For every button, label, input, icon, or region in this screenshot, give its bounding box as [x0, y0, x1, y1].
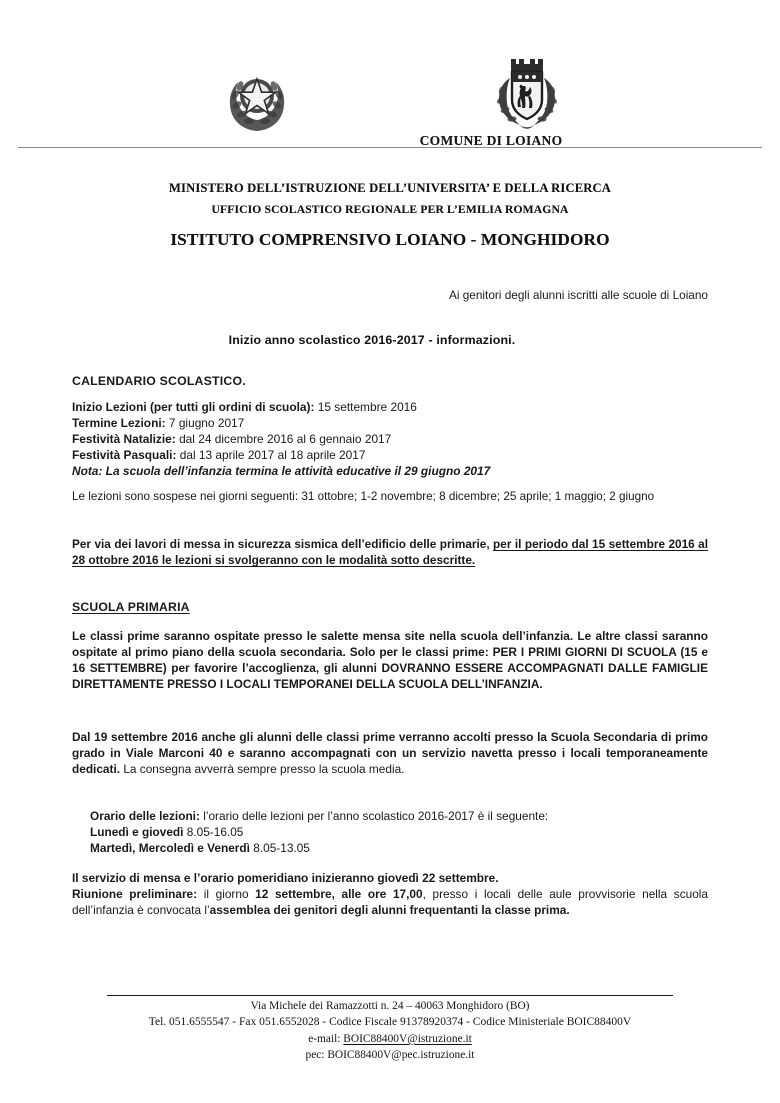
- primary-paragraph-1: Le classi prime saranno ospitate presso le salette mensa site nella scuola dell’infanzia. Le altre classi saranno ospitate al primo piano della scuola secondaria. Solo per le classi prime: PER I PRIMI GIORNI DI SCUOLA (15 e 16 SETTEMBRE) per favorire l’accoglienza, gli alunni DOVRANNO ESSERE ACCOMPAGNATI DALLE FAMIGLIE DIRETTAMENTE PRESSO I LOCALI TEMPORANEI DELLA SCUOLA DELL’INFANZIA.: [72, 629, 708, 691]
- works-notice-paragraph: [72, 536, 708, 568]
- calendar-item-label: Termine Lezioni:: [72, 416, 166, 430]
- schedule-time: 8.05-16.05: [183, 824, 244, 839]
- meeting-assembly: assemblea dei genitori degli alunni frequentanti la classe prima.: [209, 902, 570, 917]
- ministry-line-1: MINISTERO DELL’ISTRUZIONE DELL’UNIVERSITA’ E DELLA RICERCA: [168, 181, 611, 195]
- footer-email-link[interactable]: BOIC88400V@istruzione.it: [343, 1032, 472, 1045]
- footer: [0, 998, 780, 1063]
- lesson-schedule-block: [90, 809, 708, 857]
- schedule-days: Martedì, Mercoledì e Venerdì: [90, 840, 250, 855]
- calendar-item-value: 7 giugno 2017: [168, 416, 245, 430]
- primary-paragraph-2: [72, 730, 708, 778]
- calendar-items: [72, 399, 708, 479]
- schedule-label: Orario delle lezioni:: [90, 809, 200, 823]
- schedule-time: 8.05-13.05: [249, 840, 310, 855]
- schedule-intro: l’orario delle lezioni per l’anno scolastico 2016-2017 è il seguente:: [199, 809, 549, 823]
- calendar-note: Nota: La scuola dell’infanzia termina le attività educative il 29 giugno 2017: [72, 464, 491, 478]
- italian-republic-emblem-icon: [226, 62, 288, 134]
- comune-name: COMUNE DI LOIANO: [419, 133, 563, 148]
- addressee-line: Ai genitori degli alunni iscritti alle scuole di Loiano: [448, 288, 708, 302]
- primary-paragraph-2-bold: Dal 19 settembre 2016 anche gli alunni delle classi prime verranno accolti presso la Scuola Secondaria di primo grado in Viale Marconi 40 e saranno accompagnati con un servizio navetta presso i locali temporaneamente dedicati.: [72, 730, 708, 776]
- calendar-item-value: dal 13 aprile 2017 al 18 aprile 2017: [179, 448, 366, 462]
- subject-line: Inizio anno scolastico 2016-2017 - informazioni.: [228, 333, 516, 347]
- meeting-date: 12 settembre, alle ore 17,00: [255, 886, 423, 901]
- footer-email-label: e-mail:: [308, 1032, 344, 1045]
- calendar-suspensions: Le lezioni sono sospese nei giorni seguenti: 31 ottobre; 1-2 novembre; 8 dicembre; 25 aprile; 1 maggio; 2 giugno: [72, 490, 655, 503]
- canteen-line: Il servizio di mensa e l’orario pomeridiano inizieranno giovedì 22 settembre.: [72, 871, 499, 885]
- meeting-text-2: , presso i locali delle aule provvisorie nella scuola dell’infanzia è convocata l’: [72, 886, 709, 917]
- footer-divider: [107, 995, 673, 996]
- primary-school-heading: [72, 600, 708, 614]
- schedule-days: Lunedì e giovedì: [90, 824, 184, 839]
- calendar-item-value: dal 24 dicembre 2016 al 6 gennaio 2017: [179, 432, 392, 446]
- calendar-item-natalizie: [72, 431, 708, 447]
- emblem-row: [0, 52, 780, 144]
- footer-address: Via Michele dei Ramazzotti n. 24 – 40063 Monghidoro (BO): [250, 1000, 530, 1012]
- calendar-item-pasquali: [72, 447, 708, 463]
- ministry-line-2: UFFICIO SCOLASTICO REGIONALE PER L’EMILIA ROMAGNA: [211, 203, 569, 216]
- canteen-meeting-block: [72, 871, 708, 919]
- works-notice-underlined: per il periodo dal 15 settembre 2016 al 28 ottobre 2016 le lezioni si svolgeranno con le modalità sotto descritte.: [72, 537, 708, 568]
- calendar-item-label: Festività Natalizie:: [72, 432, 176, 446]
- footer-email-line: [0, 1031, 780, 1047]
- meeting-text-1: il giorno: [197, 886, 256, 901]
- primary-school-heading-text: SCUOLA PRIMARIA: [72, 600, 190, 614]
- primary-paragraph-2-regular: La consegna avverrà sempre presso la scuola media.: [120, 761, 405, 776]
- calendar-item-label: Inizio Lezioni (per tutti gli ordini di scuola):: [72, 400, 315, 414]
- preliminary-meeting-paragraph: [72, 887, 708, 919]
- schedule-row: [90, 825, 708, 841]
- meeting-label: Riunione preliminare:: [72, 886, 198, 901]
- calendar-item-value: 15 settembre 2016: [317, 400, 417, 414]
- loiano-coat-of-arms-icon: [492, 52, 562, 138]
- institute-name: ISTITUTO COMPRENSIVO LOIANO - MONGHIDORO: [170, 230, 610, 249]
- schedule-row: [90, 841, 708, 857]
- footer-contacts: Tel. 051.6555547 - Fax 051.6552028 - Codice Fiscale 91378920374 - Codice Ministeriale BOIC88400V: [148, 1016, 632, 1029]
- calendar-item-label: Festività Pasquali:: [72, 448, 177, 462]
- calendar-item-termine: [72, 415, 708, 431]
- calendar-heading: CALENDARIO SCOLASTICO.: [72, 374, 246, 388]
- calendar-item-inizio: [72, 399, 708, 415]
- works-notice-intro: Per via dei lavori di messa in sicurezza sismica dell’edificio delle primarie,: [72, 537, 494, 551]
- footer-pec: pec: BOIC88400V@pec.istruzione.it: [305, 1048, 475, 1061]
- schedule-intro-line: [90, 809, 708, 825]
